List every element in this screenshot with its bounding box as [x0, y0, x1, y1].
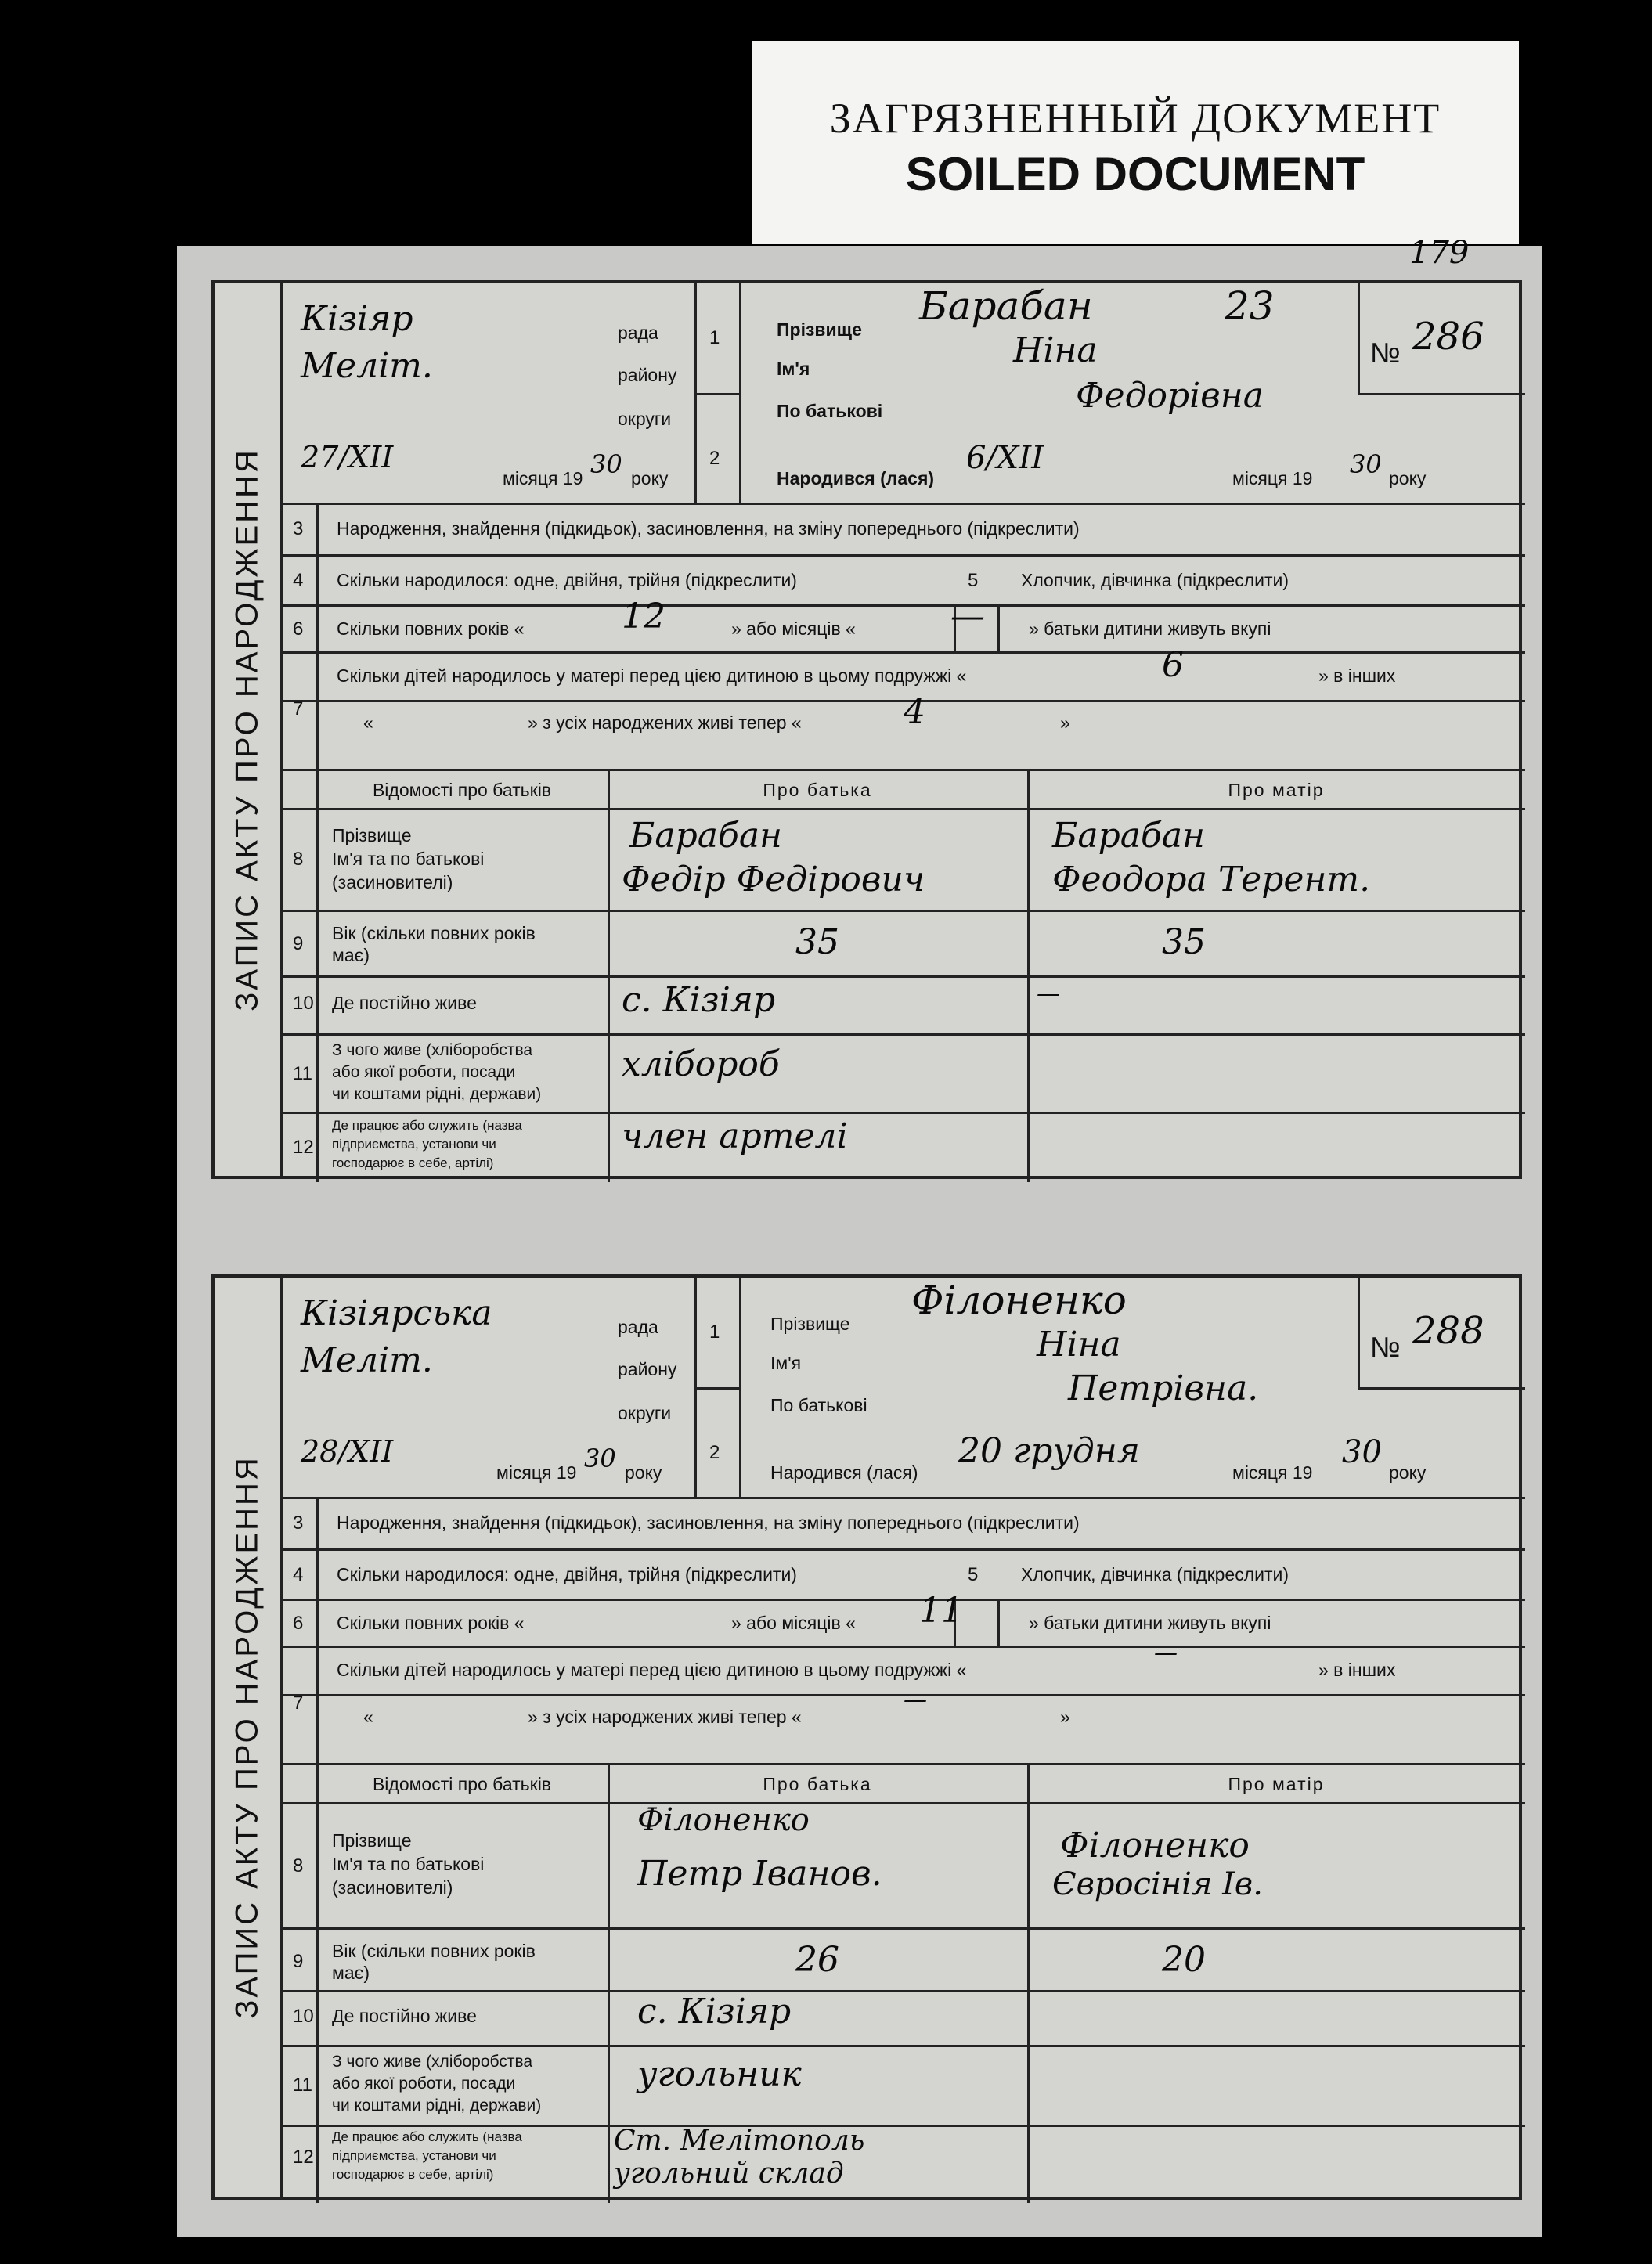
mother-age: 35 — [1162, 922, 1206, 962]
surname-value: Філоненко — [911, 1278, 1127, 1323]
row6-a: Скільки повних років « — [337, 618, 525, 639]
raion-label: району — [618, 1359, 677, 1379]
num-12: 12 — [293, 1137, 314, 1158]
row12-text: Де працює або служить (назва підприємства, установи чи господарює в себе, артілі) — [332, 2129, 522, 2182]
soiled-document-label — [752, 41, 1519, 244]
patronymic-value: Федорівна — [1076, 376, 1264, 416]
okruh-label: округи — [618, 1403, 672, 1423]
num-1: 1 — [709, 1321, 720, 1343]
num-6: 6 — [293, 618, 304, 640]
patronymic-label: По батькові — [770, 1395, 867, 1415]
header-info: Відомості про батьків — [372, 780, 552, 800]
row11-text: З чого живе (хліборобства або якої роботи, посади чи коштами рідні, держави) — [332, 1041, 542, 1103]
birth-year: 30 — [1342, 1434, 1382, 1470]
father-work: Ст. Мелітополь угольний склад — [614, 2125, 865, 2190]
birth-date: 20 грудня — [958, 1431, 1140, 1471]
row7-a: Скільки дітей народилось у матері перед цією дитиною в цьому подружжі « — [337, 665, 967, 686]
row7-e: » — [1060, 712, 1070, 733]
row6-b: » або місяців « — [731, 1613, 856, 1633]
birth-month-label: місяця 19 — [1232, 468, 1313, 488]
roku-label: року — [631, 468, 669, 488]
num-6: 6 — [293, 1613, 304, 1634]
num-4: 4 — [293, 1564, 304, 1585]
birth-record-1 — [211, 280, 1522, 1179]
row10-text: Де постійно живе — [332, 2006, 477, 2026]
num-9: 9 — [293, 933, 304, 954]
num-1: 1 — [709, 327, 720, 348]
reg-date: 28/XII — [301, 1434, 394, 1469]
num-11: 11 — [293, 2075, 312, 2096]
num-4: 4 — [293, 570, 304, 591]
years-together: 12 — [622, 597, 665, 636]
living-children: — — [904, 1686, 927, 1714]
row11-text: З чого живе (хліборобства або якої роботи, посади чи коштами рідні, держави) — [332, 2053, 542, 2114]
record-number: 288 — [1412, 1309, 1484, 1353]
row8-text: Прізвище Ім'я та по батькові (засиновителі) — [332, 1830, 485, 1898]
row6-c: » батьки дитини живуть вкупі — [1029, 618, 1271, 639]
raion-value: Меліт. — [301, 1340, 433, 1380]
row7-d: » з усіх народжених живі тепер « — [528, 712, 802, 733]
row7-c: « — [363, 1707, 373, 1727]
row4-text: Скільки народилося: одне, двійня, трійня (підкреслити) — [337, 570, 797, 590]
birth-roku-label: року — [1389, 1462, 1427, 1483]
row10-text: Де постійно живе — [332, 993, 477, 1013]
row7-a: Скільки дітей народилось у матері перед цією дитиною в цьому подружжі « — [337, 1660, 967, 1680]
row7-b: » в інших — [1318, 665, 1396, 686]
corner-number: 179 — [1409, 235, 1470, 271]
birth-year: 30 — [1350, 449, 1382, 479]
roku-label: року — [625, 1462, 662, 1483]
side-title: ЗАПИС АКТУ ПРО НАРОДЖЕННЯ — [215, 283, 283, 1176]
months-together: 11 — [919, 1591, 963, 1631]
row5-text: Хлопчик, дівчинка (підкреслити) — [1021, 570, 1289, 590]
row6-a: Скільки повних років « — [337, 1613, 525, 1633]
children-before: 6 — [1162, 645, 1184, 685]
mother-surname: Філоненко — [1060, 1826, 1250, 1866]
father-work: член артелі — [622, 1116, 848, 1156]
birth-record-2 — [211, 1274, 1522, 2200]
rada-label: рада — [618, 323, 658, 343]
birth-date: 6/XII — [966, 440, 1044, 476]
row8-text: Прізвище Ім'я та по батькові (засиновителі) — [332, 825, 485, 892]
name-label: Ім'я — [777, 359, 810, 379]
header-father: Про батька — [763, 1774, 872, 1794]
label-english: SOILED DOCUMENT — [905, 148, 1365, 200]
father-name: Петр Іванов. — [637, 1854, 882, 1894]
father-residence: с. Кізіяр — [637, 1992, 792, 2031]
header-mother: Про матір — [1228, 1774, 1325, 1794]
father-surname: Філоненко — [637, 1802, 810, 1838]
reg-year: 30 — [590, 449, 622, 479]
row7-c: « — [363, 712, 373, 733]
num-12: 12 — [293, 2147, 314, 2168]
num-8: 8 — [293, 849, 304, 870]
row7-b: » в інших — [1318, 1660, 1396, 1680]
surname-value: Барабан — [919, 283, 1093, 329]
num-9: 9 — [293, 1951, 304, 1972]
mother-surname: Барабан — [1052, 816, 1206, 856]
birth-roku-label: року — [1389, 468, 1427, 488]
num-3: 3 — [293, 1512, 304, 1534]
father-age: 35 — [795, 922, 839, 962]
num-5: 5 — [968, 1564, 979, 1585]
name-value: Ніна — [1013, 330, 1098, 370]
number-label: № — [1370, 337, 1401, 369]
row7-e: » — [1060, 1707, 1070, 1727]
num-10: 10 — [293, 993, 314, 1014]
reg-month-label: місяця 19 — [496, 1462, 577, 1483]
num-7: 7 — [293, 1693, 304, 1714]
born-label: Народився (лася) — [777, 468, 935, 488]
record-number: 286 — [1412, 315, 1484, 359]
num-8: 8 — [293, 1855, 304, 1876]
father-occupation: хлібороб — [622, 1044, 780, 1084]
header-father: Про батька — [763, 780, 872, 800]
number-label: № — [1370, 1331, 1401, 1363]
num-3: 3 — [293, 518, 304, 539]
patronymic-value: Петрівна. — [1068, 1368, 1259, 1408]
row9-text: Вік (скільки повних років має) — [332, 923, 536, 965]
num-5: 5 — [968, 570, 979, 591]
reg-date: 27/XII — [301, 440, 394, 474]
row5-text: Хлопчик, дівчинка (підкреслити) — [1021, 1564, 1289, 1584]
father-residence: с. Кізіяр — [622, 980, 776, 1020]
surname-label: Прізвище — [777, 319, 862, 340]
num-2: 2 — [709, 448, 720, 469]
mother-name: Євросінія Ів. — [1052, 1866, 1263, 1902]
row12-text: Де працює або служить (назва підприємства, установи чи господарює в себе, артілі) — [332, 1118, 522, 1170]
label-russian: ЗАГРЯЗНЕННЫЙ ДОКУМЕНТ — [829, 95, 1441, 142]
row4-text: Скільки народилося: одне, двійня, трійня (підкреслити) — [337, 1564, 797, 1584]
name-label: Ім'я — [770, 1353, 802, 1373]
raion-label: району — [618, 365, 677, 385]
father-name: Федір Федірович — [622, 860, 925, 899]
row3-text: Народження, знайдення (підкидьок), засиновлення, на зміну попереднього (підкреслити) — [337, 1512, 1080, 1533]
reg-month-label: місяця 19 — [503, 468, 583, 488]
father-surname: Барабан — [629, 816, 783, 856]
num-11: 11 — [293, 1063, 312, 1084]
rada-value: Кізіярська — [301, 1293, 492, 1333]
father-occupation: угольник — [637, 2054, 802, 2094]
mother-name: Феодора Терент. — [1052, 860, 1371, 899]
row9-text: Вік (скільки повних років має) — [332, 1941, 536, 1983]
surname-label: Прізвище — [770, 1314, 850, 1334]
mother-age: 20 — [1162, 1940, 1206, 1980]
row3-text: Народження, знайдення (підкидьок), засиновлення, на зміну попереднього (підкреслити) — [337, 518, 1080, 539]
father-age: 26 — [795, 1940, 839, 1980]
num-7: 7 — [293, 698, 304, 719]
side-title: ЗАПИС АКТУ ПРО НАРОДЖЕННЯ — [215, 1278, 283, 2197]
patronymic-label: По батькові — [777, 401, 883, 421]
months-together: — — [950, 597, 985, 636]
reg-year: 30 — [584, 1444, 616, 1473]
rada-label: рада — [618, 1317, 658, 1337]
num-2: 2 — [709, 1442, 720, 1463]
born-label: Народився (лася) — [770, 1462, 918, 1483]
row7-d: » з усіх народжених живі тепер « — [528, 1707, 802, 1727]
extra-note: 23 — [1225, 283, 1275, 329]
name-value: Ніна — [1037, 1325, 1121, 1365]
birth-month-label: місяця 19 — [1232, 1462, 1313, 1483]
row6-b: » або місяців « — [731, 618, 856, 639]
raion-value: Меліт. — [301, 346, 433, 386]
rada-value: Кізіяр — [301, 299, 413, 339]
mother-residence: — — [1037, 980, 1060, 1008]
children-before: — — [1154, 1639, 1178, 1667]
num-10: 10 — [293, 2006, 314, 2027]
okruh-label: округи — [618, 409, 672, 429]
row6-c: » батьки дитини живуть вкупі — [1029, 1613, 1271, 1633]
living-children: 4 — [904, 692, 925, 732]
header-mother: Про матір — [1228, 780, 1325, 800]
header-info: Відомості про батьків — [372, 1774, 552, 1794]
